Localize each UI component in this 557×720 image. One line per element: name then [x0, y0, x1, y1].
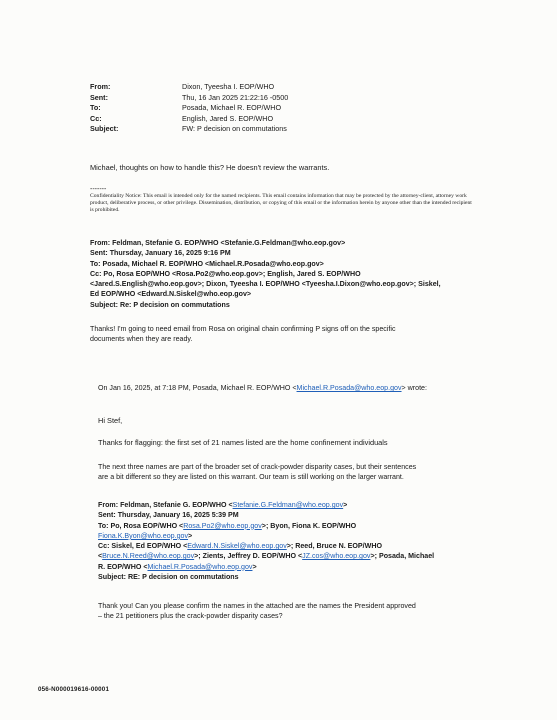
to-label: To: [90, 103, 101, 113]
email-4-sent: Sent: Thursday, January 16, 2025 5:39 PM [98, 511, 239, 520]
email-2-from: From: Feldman, Stefanie G. EOP/WHO <Stefanie.G.Feldman@who.eop.gov> [90, 239, 346, 247]
email-4-cc-mid-2: >; Zients, Jeffrey D. EOP/WHO < [194, 552, 303, 561]
email-4-cc-line-4-prefix: R. EOP/WHO < [98, 562, 148, 571]
header-cc-row [90, 114, 288, 125]
email-4-cc-mid-3: >; Posada, Michael [370, 552, 435, 561]
email-4-from-prefix: From: Feldman, Stefanie G. EOP/WHO < [98, 501, 233, 509]
email-4-cc-link-1[interactable]: Edward.N.Siskel@who.eop.gov [187, 542, 287, 551]
email-4-to-line-2: Fiona.K.Byon@who.eop.gov> [98, 531, 193, 540]
email-3-para-2-line-2: are a bit different so they are listed on this warrant. Our team is still working on the larger warrant. [98, 473, 404, 482]
sent-value: Thu, 16 Jan 2025 21:22:16 -0500 [182, 92, 289, 102]
header-to-row [90, 103, 288, 114]
header-subject-row [90, 124, 288, 135]
email-2-body [90, 324, 396, 345]
email-3-para-1: Thanks for flagging: the first set of 21 names listed are the home confinement individuals [98, 438, 388, 447]
email-4-body [98, 601, 416, 622]
sent-label: Sent: [90, 92, 108, 102]
email-3-intro [98, 383, 427, 393]
email-2-body-line-1: Thanks! I'm going to need email from Rosa on original chain confirming P signs off on the specific [90, 325, 396, 333]
email-4-cc-line-3: R. EOP/WHO <Michael.R.Posada@who.eop.gov> [98, 562, 257, 571]
email-2-header [90, 238, 441, 310]
confidentiality-rule: ------- [90, 186, 107, 193]
email-3-para-2-line-1: The next three names are part of the broader set of crack-powder disparity cases, but their sentences [98, 463, 417, 471]
email-2-cc-line-2: <Jared.S.English@who.eop.gov>; Dixon, Tyeesha I. EOP/WHO <Tyeesha.I.Dixon@who.eop.gov>; Siskel, [90, 280, 441, 289]
from-label: From: [90, 82, 111, 91]
email-3-para-2 [98, 462, 416, 483]
cc-value: English, Jared S. EOP/WHO [182, 113, 274, 123]
email-2-cc-line-3: Ed EOP/WHO <Edward.N.Siskel@who.eop.gov> [90, 290, 252, 299]
email-4-from-suffix: > [343, 501, 348, 509]
confidentiality-notice: Confidentiality Notice: This email is intended only for the named recipients. This email contains information that may be protected by the attorney-client, attorney work product, deliberative process, or other privilege. Dissemination, distribution, or copying of this email or the information herein by anyone other than the intended recipient is prohibited. [90, 193, 472, 214]
email-3-greeting: Hi Stef, [98, 416, 123, 425]
bates-number: 056-N000019616-00001 [38, 686, 110, 693]
email-2-to: To: Posada, Michael R. EOP/WHO <Michael.R.Posada@who.eop.gov> [90, 259, 324, 268]
cc-label: Cc: [90, 113, 102, 123]
email-3-intro-link[interactable]: Michael.R.Posada@who.eop.gov [296, 384, 402, 392]
email-4-body-line-2: – the 21 petitioners plus the crack-powder disparity cases? [98, 612, 283, 621]
email-4-cc-prefix: Cc: Siskel, Ed EOP/WHO < [98, 542, 188, 551]
header-from-row [90, 82, 288, 93]
email-2-cc-line-1: Cc: Po, Rosa EOP/WHO <Rosa.Po2@who.eop.gov>; English, Jared S. EOP/WHO [90, 269, 361, 278]
email-4-from-link[interactable]: Stefanie.G.Feldman@who.eop.gov [232, 501, 344, 509]
email-4-to-link-2[interactable]: Fiona.K.Byon@who.eop.gov [98, 531, 189, 540]
to-value: Posada, Michael R. EOP/WHO [182, 103, 282, 113]
email-4-from [98, 500, 434, 510]
header-sent-row [90, 93, 288, 104]
email-4-to-line-1 [98, 521, 434, 531]
email-4-cc-link-3[interactable]: JZ.cos@who.eop.gov [302, 552, 371, 561]
email-4-cc-link-4[interactable]: Michael.R.Posada@who.eop.gov [147, 562, 253, 571]
email-3-intro-suffix: > wrote: [401, 384, 427, 392]
email-4-cc-line-1 [98, 541, 434, 551]
email-3-intro-prefix: On Jan 16, 2025, at 7:18 PM, Posada, Michael R. EOP/WHO < [98, 384, 297, 392]
subject-label: Subject: [90, 124, 119, 134]
email-4-subject: Subject: RE: P decision on commutations [98, 573, 239, 582]
email-4-cc-mid-1: >; Reed, Bruce N. EOP/WHO [286, 542, 382, 551]
email-2-subject: Subject: Re: P decision on commutations [90, 300, 230, 309]
email-4-to-mid: >; Byon, Fiona K. EOP/WHO [261, 521, 357, 530]
email-4-body-line-1: Thank you! Can you please confirm the names in the attached are the names the President approved [98, 602, 416, 610]
subject-value: FW: P decision on commutations [182, 124, 287, 134]
email-4-cc-link-2[interactable]: Bruce.N.Reed@who.eop.gov [102, 552, 195, 561]
email-4-header [98, 500, 434, 582]
email-4-to-prefix: To: Po, Rosa EOP/WHO < [98, 521, 184, 530]
from-value: Dixon, Tyeesha I. EOP/WHO [182, 82, 275, 91]
email-2-body-line-2: documents when they are ready. [90, 335, 193, 344]
top-message: Michael, thoughts on how to handle this? He doesn't review the warrants. [90, 163, 330, 172]
email-4-cc-line-2: <Bruce.N.Reed@who.eop.gov>; Zients, Jeffrey D. EOP/WHO <JZ.cos@who.eop.gov>; Posada, Michael [98, 552, 435, 561]
email-2-sent: Sent: Thursday, January 16, 2025 9:16 PM [90, 249, 231, 258]
email-4-to-link-1[interactable]: Rosa.Po2@who.eop.gov [183, 521, 262, 530]
email-header [90, 82, 288, 135]
